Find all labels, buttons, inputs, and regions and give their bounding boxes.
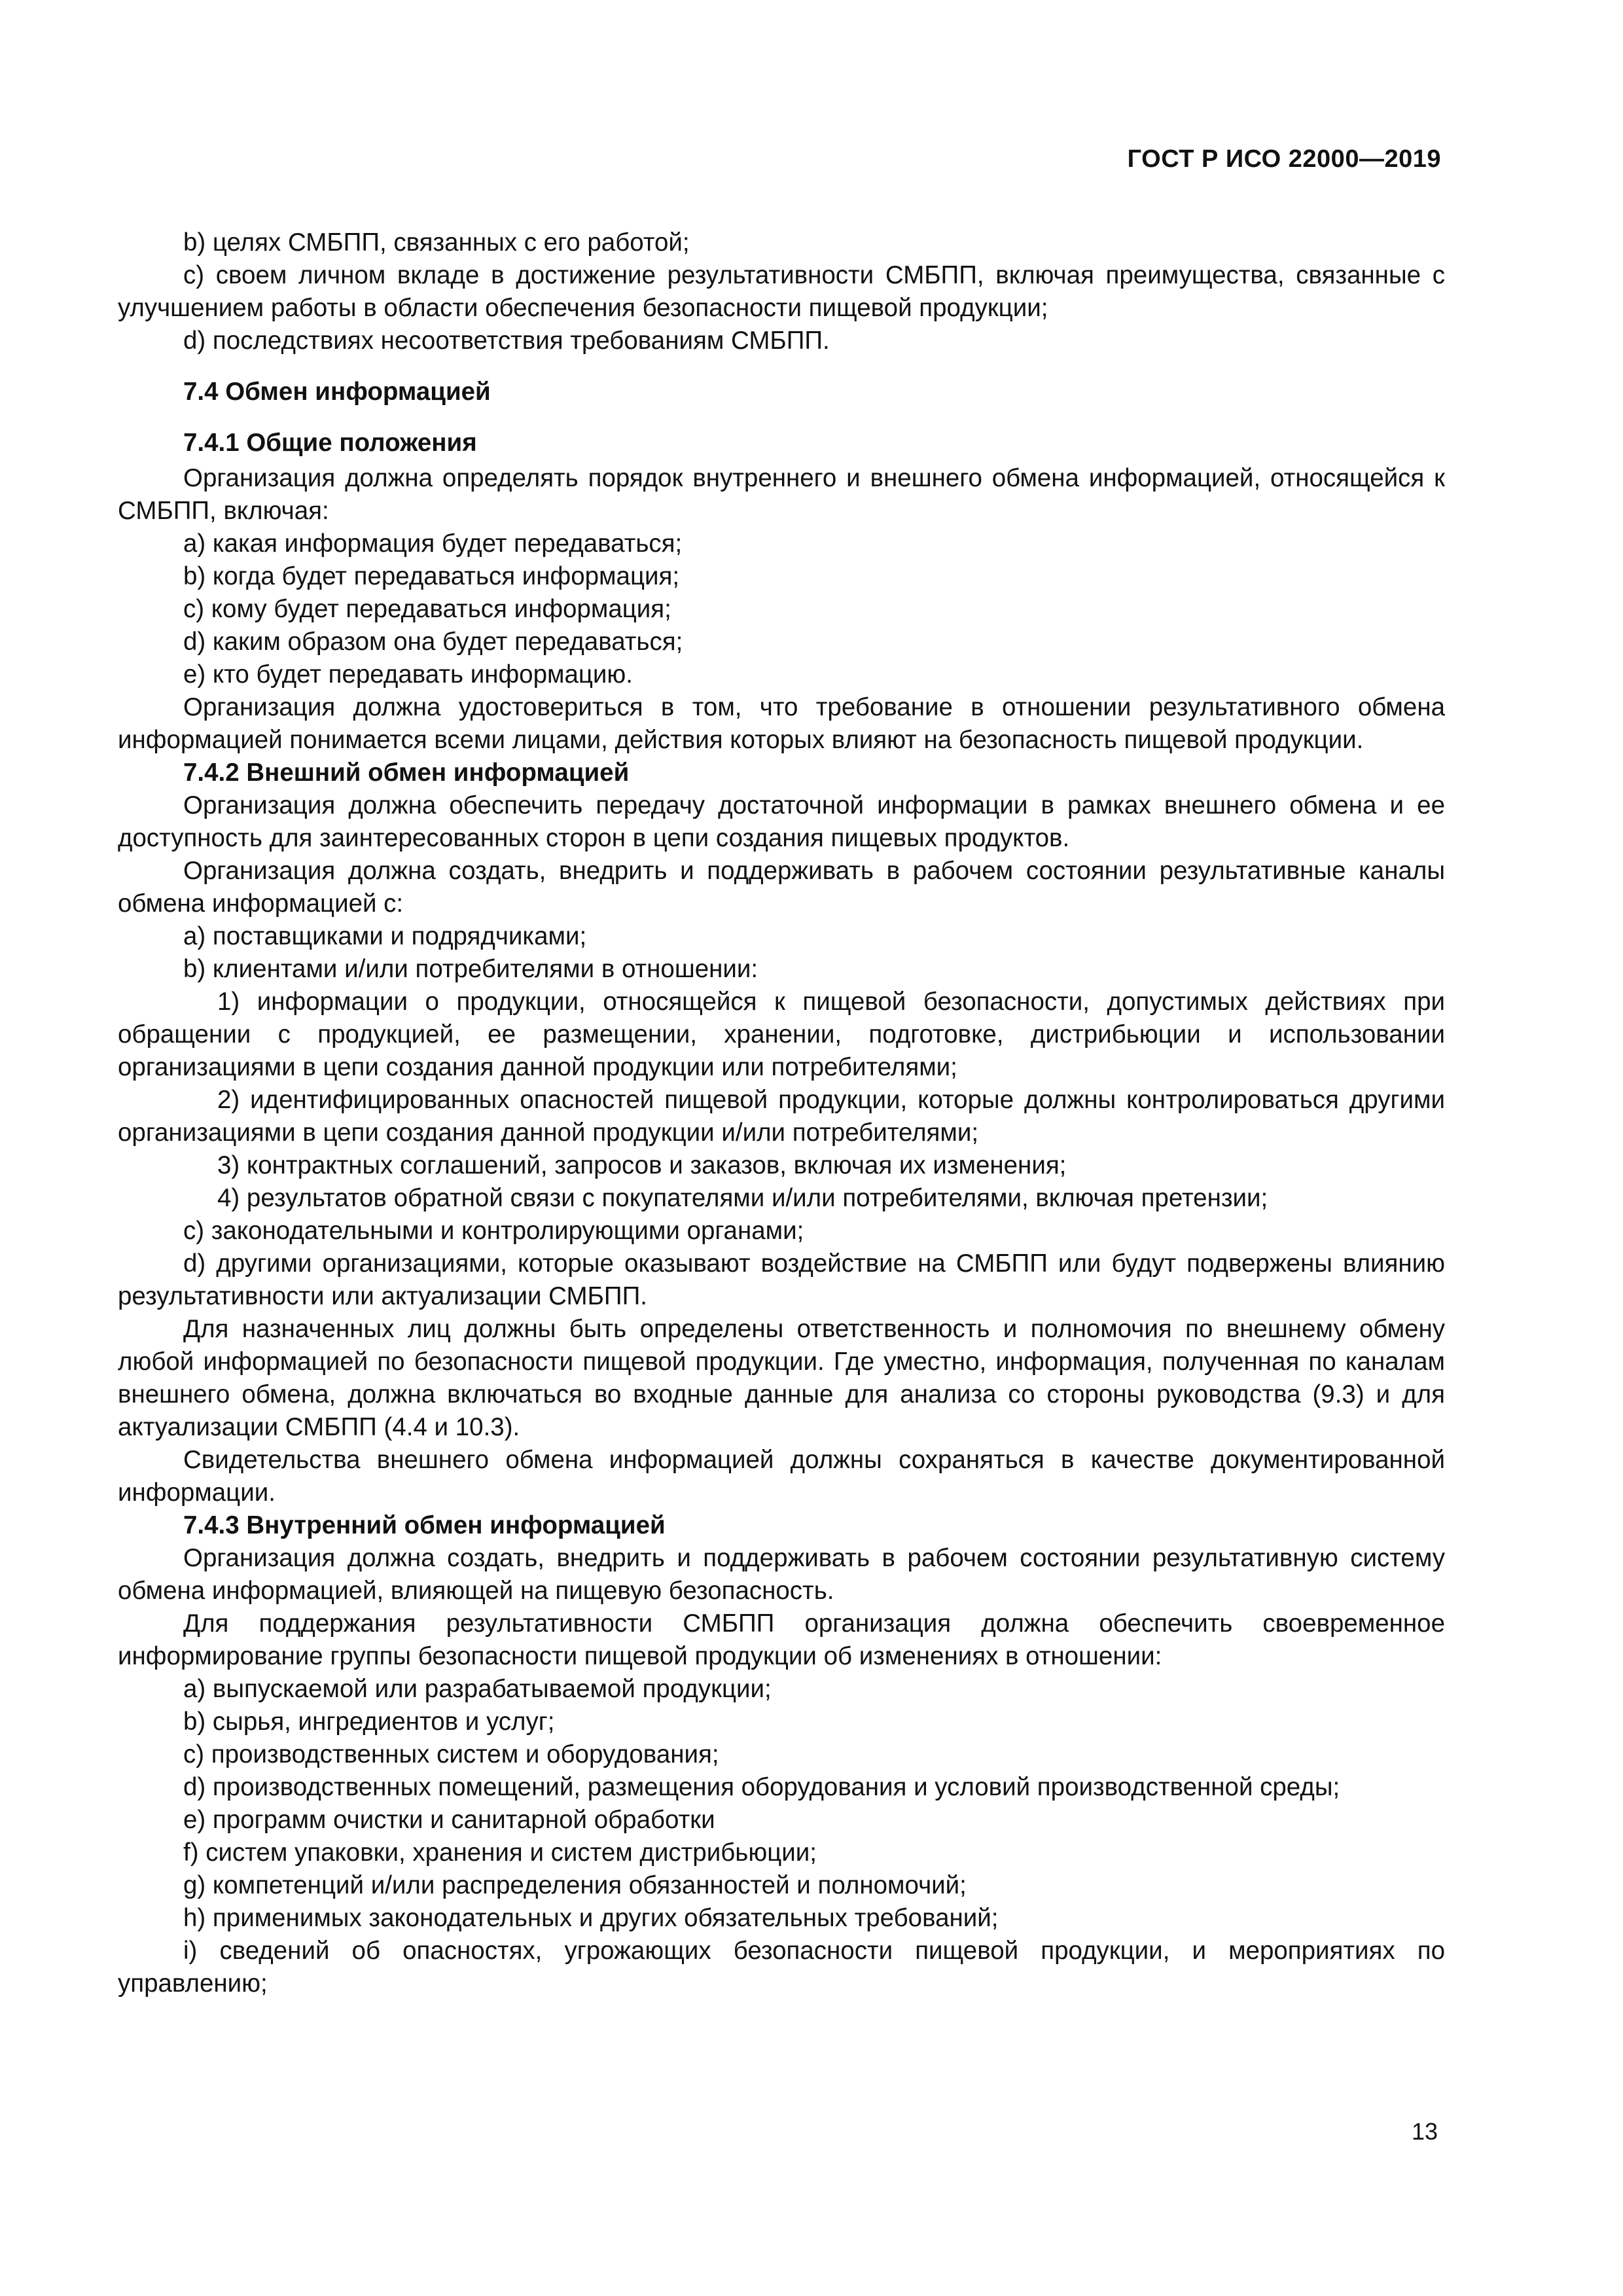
paragraph: Организация должна создать, внедрить и поддерживать в рабочем состоянии результативные каналы обмена информацией с: xyxy=(118,857,1445,918)
list-item: c) кому будет передаваться информация; xyxy=(183,595,671,623)
list-item: a) какая информация будет передаваться; xyxy=(183,529,683,558)
paragraph: Организация должна удостовериться в том, что требование в отношении результативного обмена информацией понимается всеми лицами, действия которых влияют на безопасность пищевой продукции. xyxy=(118,693,1445,754)
paragraph: Организация должна обеспечить передачу достаточной информации в рамках внешнего обмена и ее доступность для заинтересованных сторон в цепи создания пищевых продуктов. xyxy=(118,791,1445,852)
paragraph: Для поддержания результативности СМБПП организация должна обеспечить своевременное информирование группы безопасности пищевой продукции об изменениях в отношении: xyxy=(118,1609,1445,1670)
page-number: 13 xyxy=(1411,2118,1438,2145)
list-item: e) кто будет передавать информацию. xyxy=(183,660,633,689)
sub-list-item: 4) результатов обратной связи с покупателями и/или потребителями, включая претензии; xyxy=(217,1184,1268,1212)
list-item: b) когда будет передаваться информация; xyxy=(183,562,680,590)
list-item: b) сырья, ингредиентов и услуг; xyxy=(183,1708,555,1736)
list-item: e) программ очистки и санитарной обработки xyxy=(183,1806,715,1834)
list-item: a) выпускаемой или разрабатываемой продукции; xyxy=(183,1675,772,1703)
list-item: d) другими организациями, которые оказывают воздействие на СМБПП или будут подвержены влиянию результативности или актуализации СМБПП. xyxy=(118,1249,1445,1310)
list-item: b) клиентами и/или потребителями в отношении: xyxy=(183,955,758,983)
list-item: d) производственных помещений, размещения оборудования и условий производственной среды; xyxy=(183,1773,1340,1801)
list-item: a) поставщиками и подрядчиками; xyxy=(183,922,587,950)
intro-item-d: d) последствиях несоответствия требованиям СМБПП. xyxy=(183,327,830,355)
list-item: d) каким образом она будет передаваться; xyxy=(183,628,683,656)
list-item: i) сведений об опасностях, угрожающих безопасности пищевой продукции, и мероприятиях по управлению; xyxy=(118,1937,1445,1998)
paragraph: Свидетельства внешнего обмена информацией должны сохраняться в качестве документированной информации. xyxy=(118,1446,1445,1507)
sub-list-item: 1) информации о продукции, относящейся к пищевой безопасности, допустимых действиях при обращении с продукцией, ее размещении, хранении, подготовке, дистрибьюции и использовании организациями в цепи создания данной продукции или потребителями; xyxy=(118,988,1445,1081)
list-item: f) систем упаковки, хранения и систем дистрибьюции; xyxy=(183,1839,817,1867)
list-item: c) производственных систем и оборудования; xyxy=(183,1740,719,1768)
sub-list-item: 3) контрактных соглашений, запросов и заказов, включая их изменения; xyxy=(217,1151,1067,1179)
paragraph: Организация должна определять порядок внутреннего и внешнего обмена информацией, относящейся к СМБПП, включая: xyxy=(118,464,1445,525)
list-item: h) применимых законодательных и других обязательных требований; xyxy=(183,1904,999,1932)
list-item: c) законодательными и контролирующими органами; xyxy=(183,1217,804,1245)
list-item: g) компетенций и/или распределения обязанностей и полномочий; xyxy=(183,1871,967,1899)
section-heading-7-4-3: 7.4.3 Внутренний обмен информацией xyxy=(183,1511,666,1539)
paragraph: Организация должна создать, внедрить и поддерживать в рабочем состоянии результативную систему обмена информацией, влияющей на пищевую безопасность. xyxy=(118,1544,1445,1605)
section-heading-7-4-2: 7.4.2 Внешний обмен информацией xyxy=(183,759,630,787)
intro-item-c: c) своем личном вкладе в достижение результативности СМБПП, включая преимущества, связанные с улучшением работы в области обеспечения безопасности пищевой продукции; xyxy=(118,261,1445,322)
section-heading-7-4: 7.4 Обмен информацией xyxy=(183,378,491,406)
section-heading-7-4-1: 7.4.1 Общие положения xyxy=(183,429,477,457)
intro-item-b: b) целях СМБПП, связанных с его работой; xyxy=(183,228,690,257)
page-header: ГОСТ Р ИСО 22000—2019 xyxy=(1127,145,1441,173)
document-body xyxy=(118,226,1445,2000)
sub-list-item: 2) идентифицированных опасностей пищевой продукции, которые должны контролироваться другими организациями в цепи создания данной продукции и/или потребителями; xyxy=(118,1086,1445,1147)
paragraph: Для назначенных лиц должны быть определены ответственность и полномочия по внешнему обмену любой информацией по безопасности пищевой продукции. Где уместно, информация, полученная по каналам внешнего обмена, должна включаться во входные данные для анализа со стороны руководства (9.3) и для актуализации СМБПП (4.4 и 10.3). xyxy=(118,1315,1445,1441)
